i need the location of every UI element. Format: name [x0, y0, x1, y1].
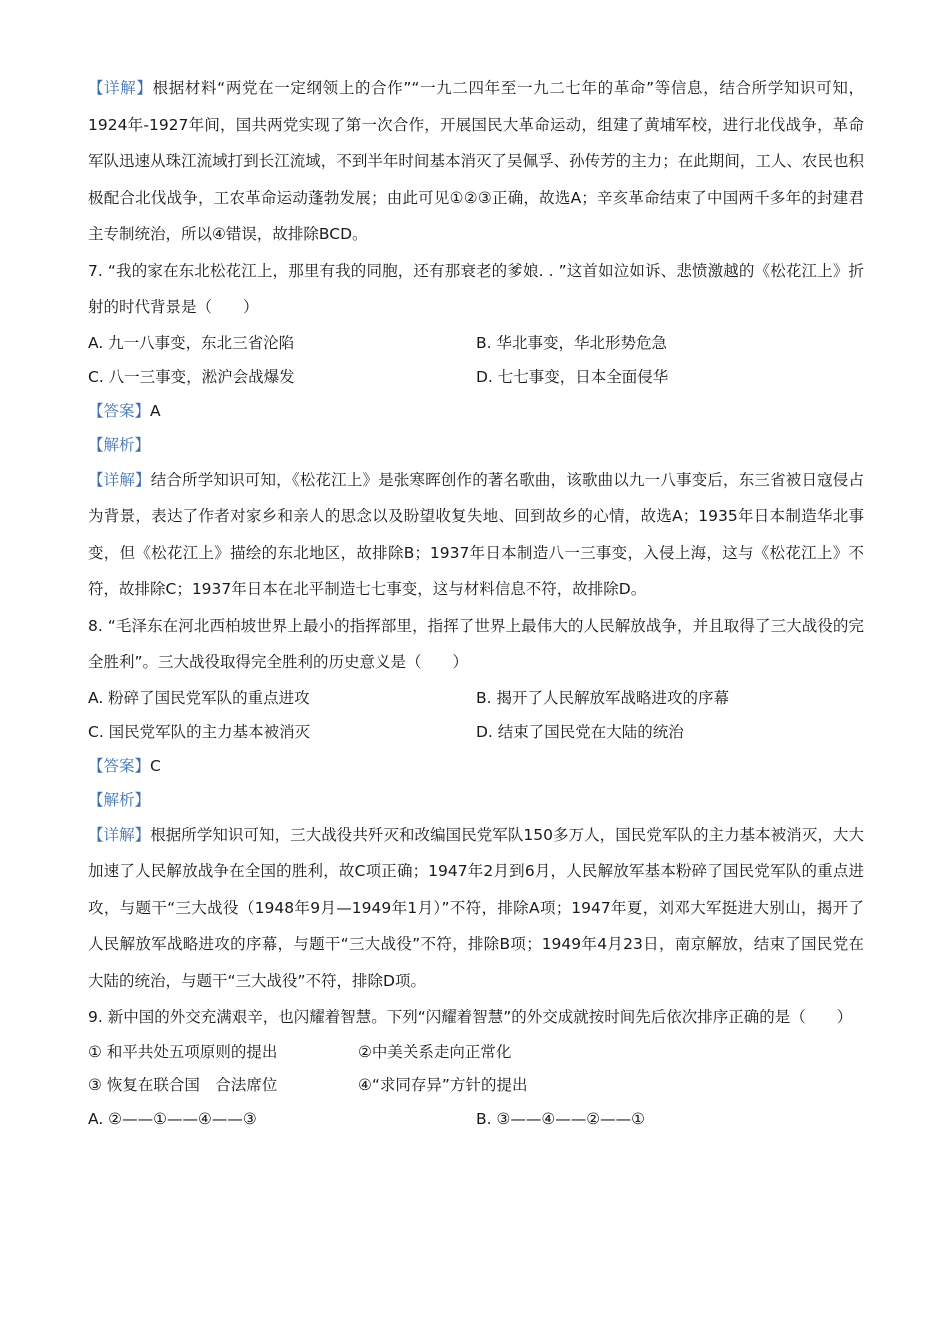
q9-item-3: ③ 恢复在联合国 合法席位 [88, 1075, 278, 1094]
answer-value: C [150, 756, 161, 775]
detail-tag: 【详解】 [88, 470, 151, 489]
q9-option-a: A. ②——①——④——③ [88, 1109, 257, 1128]
q7-answer [88, 394, 864, 428]
answer-tag: 【答案】 [88, 756, 151, 775]
question-9-items-row-1 [88, 1036, 864, 1069]
q8-answer [88, 749, 864, 783]
detail-text: 结合所学知识可知，《松花江上》是张寒晖创作的著名歌曲，该歌曲以九一八事变后，东三省被日寇侵占为背景，表达了作者对家乡和亲人的思念以及盼望收复失地、回到故乡的心情，故选A；1935年日本制造华北事变，但《松花江上》描绘的东北地区，故排除B；1937年日本制造八一三事变，入侵上海，这与《松花江上》不符，故排除C；1937年日本在北平制造七七事变，这与材料信息不符，故排除D。 [88, 470, 864, 598]
detail-tag: 【详解】 [88, 825, 151, 844]
q7-option-d: D. 七七事变，日本全面侵华 [476, 367, 669, 386]
q9-option-b: B. ③——④——②——① [476, 1109, 646, 1128]
answer-value: A [150, 401, 161, 420]
answer-tag: 【答案】 [88, 401, 151, 420]
question-9-options-row-1 [88, 1102, 864, 1136]
detail-paragraph [88, 70, 864, 253]
question-8-options-row-1 [88, 681, 864, 715]
q7-analysis-tag: 【解析】 [88, 435, 151, 454]
question-9-stem: 9. 新中国的外交充满艰辛，也闪耀着智慧。下列“闪耀着智慧”的外交成就按时间先后依次排序正确的是（ ） [88, 1008, 853, 1026]
q9-item-4: ④“求同存异”方针的提出 [358, 1075, 528, 1094]
q8-detail [88, 817, 864, 1000]
detail-text: 根据材料“两党在一定纲领上的合作”“一九二四年至一九二七年的革命”等信息，结合所学知识可知，1924年-1927年间，国共两党实现了第一次合作，开展国民大革命运动，组建了黄埔军校，进行北伐战争，革命军队迅速从珠江流域打到长江流域，不到半年时间基本消灭了吴佩孚、孙传芳的主力；在此期间，工人、农民也积极配合北伐战争，工农革命运动蓬勃发展；由此可见①②③正确，故选A；辛亥革命结束了中国两千多年的封建君主专制统治，所以④错误，故排除BCD。 [88, 79, 864, 243]
document-page [88, 70, 864, 1136]
question-7-options-row-2 [88, 360, 864, 394]
question-7-options-row-1 [88, 326, 864, 360]
q7-option-c: C. 八一三事变，淞沪会战爆发 [88, 367, 295, 386]
question-7-stem: 7. “我的家在东北松花江上，那里有我的同胞，还有那衰老的爹娘. . ”这首如泣如诉、悲愤激越的《松花江上》折射的时代背景是（ ） [88, 261, 864, 316]
q8-option-c: C. 国民党军队的主力基本被消灭 [88, 722, 311, 741]
q8-analysis-tag: 【解析】 [88, 790, 151, 809]
detail-tag: 【详解】 [88, 79, 153, 97]
question-8-stem: 8. “毛泽东在河北西柏坡世界上最小的指挥部里，指挥了世界上最伟大的人民解放战争，并且取得了三大战役的完全胜利”。三大战役取得完全胜利的历史意义是（ ） [88, 616, 864, 671]
q9-item-1: ① 和平共处五项原则的提出 [88, 1042, 278, 1061]
question-8-options-row-2 [88, 715, 864, 749]
q8-option-d: D. 结束了国民党在大陆的统治 [476, 722, 684, 741]
detail-text: 根据所学知识可知，三大战役共歼灭和改编国民党军队150多万人，国民党军队的主力基本被消灭，大大加速了人民解放战争在全国的胜利，故C项正确；1947年2月到6月，人民解放军基本粉碎了国民党军队的重点进攻，与题干“三大战役（1948年9月—1949年1月）”不符，排除A项；1947年夏，刘邓大军挺进大别山，揭开了人民解放军战略进攻的序幕，与题干“三大战役”不符，排除B项；1949年4月23日，南京解放，结束了国民党在大陆的统治，与题干“三大战役”不符，排除D项。 [88, 825, 864, 990]
q9-item-2: ②中美关系走向正常化 [358, 1042, 512, 1061]
question-9-items-row-2 [88, 1069, 864, 1102]
q7-detail [88, 462, 864, 608]
q7-option-b: B. 华北事变，华北形势危急 [476, 333, 667, 352]
q8-option-a: A. 粉碎了国民党军队的重点进攻 [88, 688, 310, 707]
q7-option-a: A. 九一八事变，东北三省沦陷 [88, 333, 295, 352]
q8-option-b: B. 揭开了人民解放军战略进攻的序幕 [476, 688, 729, 707]
